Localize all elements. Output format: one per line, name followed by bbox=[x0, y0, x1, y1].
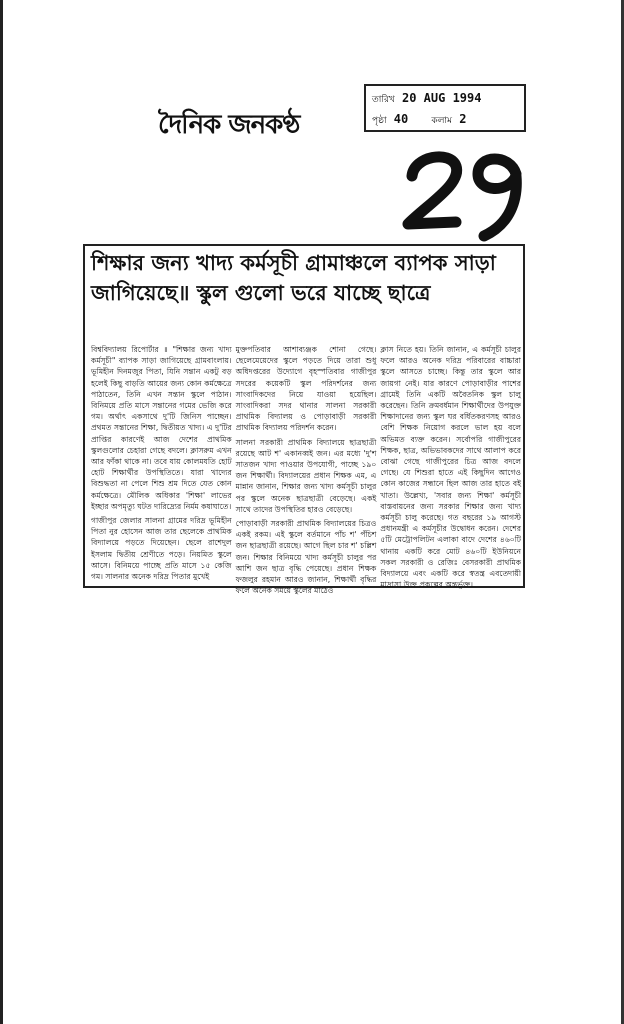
article-paragraph: বিশ্ববিদ্যালয় রিপোর্টার ॥ "শিক্ষার জন্য খাদ্য কর্মসূচী" ব্যাপক সাড়া জাগিয়েছে গ্রামবাংলায়। ভূমিহীন দিনমজুর পিতা, যিনি সন্তান একটু বড় হলেই কিছু বাড়তি আয়ের জন্য কোন কর্মক্ষেত্রে পাঠাতেন, তিনি এখন সন্তান স্কুলে পাঠান। বিনিময়ে প্রতি মাসে সন্তানের গমের ভেজি করে গম। অর্থাৎ একসাথে দু'টি জিনিস পাচ্ছেন। প্রথমত সন্তানের শিক্ষা, দ্বিতীয়ত খাদ্য। এ দু'টির প্রাপ্তির কারণেই আজ দেশের প্রাথমিক স্কুলগুলোর চেহারা গেছে বদলে। ক্লাসরুম এখন আর ফাঁকা থাকে না। তবে যায় কোলমযতি হোট হোট শিক্ষার্থীর উপস্থিতিতে। যারা খাদ্যের বিশুদ্ধতা না পেলে শিশু শ্রম দিতে যেত কোন কর্মক্ষেত্রে। মৌলিক অধিকার 'শিক্ষা' লাভের ইচ্ছার অপমৃত্যু ঘটত দারিদ্র্যের নির্মম কষাঘাতে। bbox=[91, 345, 232, 511]
article-headline: শিক্ষার জন্য খাদ্য কর্মসূচী গ্রামাঞ্চলে ব্যাপক সাড়া জাগিয়েছে॥ স্কুল গুলো ভরে যাচ্ছে ছাত্রে bbox=[91, 251, 496, 305]
article-column-2 bbox=[235, 344, 377, 596]
stamp-date-value: 20 AUG 1994 bbox=[402, 91, 482, 105]
stamp-date-label: তারিখ bbox=[372, 95, 395, 105]
article-paragraph: মুক্তপতিবার আশাব্যঞ্জক শোনা গেছে। ছেলেমেয়েদের স্কুলে পড়তে দিয়ে তারা শুধু অধিদপ্তরের উদ্যোগে বৃহস্পতিবার গাজীপুর সদরের কয়েকটি স্কুল পরিদর্শনের জন্য সাংবাদিকদের নিয়ে যাওয়া হয়েছিল। সাংবাদিকরা সদর থানার সালনা সরকারী প্রাথমিক বিদ্যালয় ও পোড়াবাড়ী সরকারী প্রাথমিক বিদ্যালয় পরিদর্শন করেন। bbox=[235, 345, 377, 433]
article-column-1 bbox=[91, 344, 232, 582]
stamp-column-value: 2 bbox=[459, 112, 467, 126]
article-paragraph: ক্লাস নিতে হয়। তিনি জানান, এ কর্মসূচী চালুর ফলে আরও অনেক দরিদ্র পরিবারের বাচ্চারা স্কুলে আসতে চাচ্ছে। কিন্তু তার স্কুলে আর জায়গা নেই। যার কারণে পোড়াবাড়ীর পাশের গ্রামেই তিনি একটি অবৈতনিক স্কুল চালু করেছেন। তিনি ক্রমবর্ধমান শিক্ষার্থীদের উপযুক্ত শিক্ষাদানের জন্য স্কুল ঘর বর্ধিতকরণসহ আরও বেশি শিক্ষক নিয়োগ করলে ভাল হয় বলে অভিমত ব্যক্ত করেন। সর্বোপরি গাজীপুরের শিক্ষক, ছাত্র, অভিভাবকদের সাথে আলাপ করে বোঝা গেছে গাজীপুরের চিত্র আজ বদলে গেছে। যে শিশুরা হাতে এই কিছুদিন আগেও কোন কাজের সন্ধানে ছিল আজ তার হাতে বই খাতা। উল্লেখ্য, 'সবার জন্য শিক্ষা' কর্মসূচী বাস্তবায়নের জন্য সরকার শিক্ষার জন্য খাদ্য কর্মসূচী চালু করেছে। গত বছরের ১৯ আগস্ট প্রধানমন্ত্রী এ কর্মসূচীর উদ্বোধন করেন। দেশের ৫টি মেট্রোপলিটন এলাকা বাদে দেশের ৪৬০টি থানায় একটি করে মোট ৪৬০টি ইউনিয়নে সকল সরকারী ও রেজিঃ বেসরকারী প্রাথমিক বিদ্যালয়ে এবং একটি করে স্বতন্ত্র এবতেদায়ী মাদ্রাসা উক্ত প্রকল্পের অন্তর্ভুক্ত। bbox=[380, 345, 522, 590]
handwritten-number-29 bbox=[398, 136, 538, 246]
article-paragraph: সালনা সরকারী প্রাথমিক বিদ্যালয়ে ছাত্রছাত্রী রয়েছে আট শ' একানব্বই জন। এর মধ্যে 'দু'শ সাতজন খাদ্য পাওয়ার উপযোগী, পাচ্ছে ১৯০ জন শিক্ষার্থী। বিদ্যালয়ের প্রধান শিক্ষক এম, এ মান্নান জানান, শিক্ষার জন্য খাদ্য কর্মসূচী চালুর পর স্কুলে অনেক ছাত্রছাত্রী বেড়েছে। একই সাথে তাদের উপস্থিতির হারও বেড়েছে। bbox=[235, 437, 377, 514]
stamp-page-value: 40 bbox=[393, 112, 409, 126]
page-edge-left bbox=[0, 0, 3, 1024]
archive-stamp bbox=[364, 84, 526, 132]
newspaper-clipping bbox=[83, 244, 525, 596]
stamp-column-label: কলাম bbox=[431, 116, 453, 126]
newspaper-masthead: দৈনিক জনকণ্ঠ bbox=[158, 110, 300, 140]
article-paragraph: পোড়াবাড়ী সরকারী প্রাথমিক বিদ্যালয়ের চিত্রও একই রকম। এই স্কুলে বর্তমানে পাঁচ শ' পঁচিশ জন ছাত্রছাত্রী রয়েছে। আগে ছিল চার শ' চল্লিশ জন। শিক্ষার বিনিময়ে খাদ্য কর্মসূচী চালুর পর আশি জন ছাত্র বৃদ্ধি পেয়েছে। প্রধান শিক্ষক ফজলুর রহমান আরও জানান, শিক্ষার্থী বৃদ্ধির ফলে অনেক সময়ে স্কুলের মাঠেও bbox=[235, 519, 377, 596]
stamp-date-row bbox=[372, 88, 518, 109]
article-paragraph: গাজীপুর জেলার সালনা গ্রামের দরিদ্র ভূমিহীন পিতা নুর হোসেন আজ তার ছেলেকে প্রাথমিক বিদ্যালয়ে পড়তে দিয়েছেন। ছেলে রাশেদুল ইসলাম দ্বিতীয় শ্রেণীতে পড়ে। নিয়মিত স্কুলে আসে। বিনিময়ে পাচ্ছে প্রতি মাসে ১৫ কেজি গম। সালনার অনেক দরিদ্র পিতার মুখেই bbox=[91, 516, 232, 582]
article-column-3 bbox=[380, 344, 522, 590]
stamp-page-row bbox=[372, 109, 518, 130]
stamp-page-label: পৃষ্ঠা bbox=[372, 116, 387, 126]
article-body bbox=[91, 344, 522, 596]
